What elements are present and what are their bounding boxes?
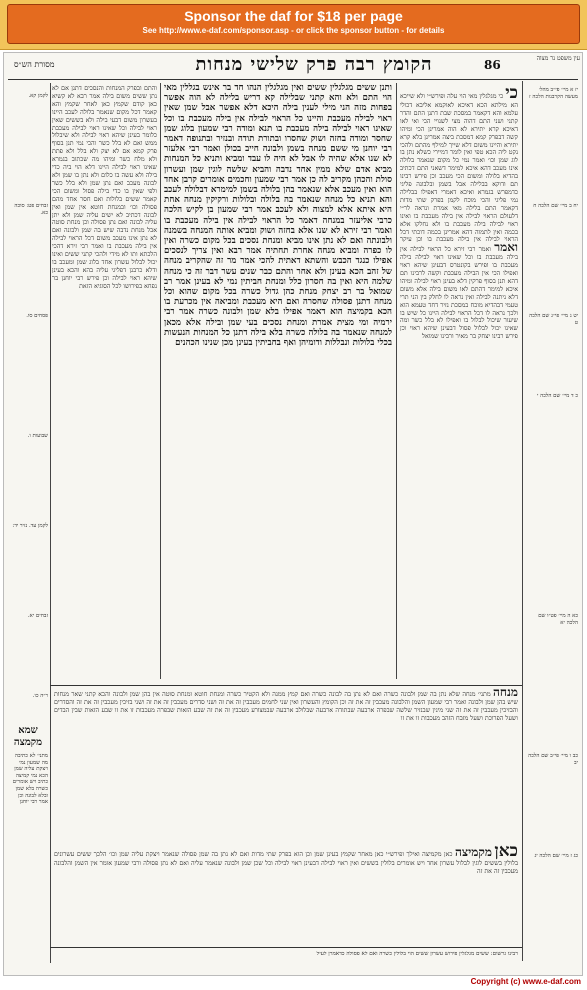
sponsor-title[interactable]: Sponsor the daf for $18 per page (184, 8, 403, 24)
footer-text: רבינו גרשום: ששים מגלגלין פירוש עשרון ששים הוי בלולין כשרה ואם לא פסולה כדאמרן לעיל (316, 951, 518, 957)
page-number: 86 (484, 58, 501, 72)
rashi-column (52, 85, 157, 675)
gemara-text: ותנן ששים מגלגלין ששים ואין מגלגלין הנהו חד בר אינש בגללין מאי הוי התם ולא והא קתני שבלילה קא דריש בלילה לא הוה אפשר בפחות מזה הני מילי לענין בילה היכא דלא אפשר אבל שמן שאין ראוי לבילה מעכבת והיינו כל הראוי לבילה אין בילה מעכבת בו וכל שאינו ראוי לבילה בילה מעכבת בו תנא ומודה רבי שמעון בלוג שמן שחסר ומודה בחזה ושוק שחסרו ובתורת תודה ובנזיר ובתנופה דאמר רבי יוחנן מי ששם מנחה בשמן ולבונה חייב בכולן ואמר רבי אלעזר לא שנו אלא שהיה לו אבל לא היה לו עבד ומביא ותניא כל המנחות מביא אדם שלא ממין אחד נדבה והביא שלשה לוגין שמן ועשרון סולת והכהן מקריב לה כן אמר רבי שמעון וחכמים אומרים קרבן אחד הוא ואין מעכב אלא שנאמר בהן בלולה בשמן למימרא דבלולה לעכב והא תניא כל מנחה שנאמר בה בלולה ובלולות ורקיקין מנחה אחת היא איתא אלא למצוה ולא לעכב אמר רבי שמעון בן לקיש הלכה כרבי אליעזר במנחה דאמר כל הראוי לבילה אין בילה מעכבת בו ואמר רבי זירא לא שנו אלא בחזה ושוק ומביא אותה המנחה בשמנה ולבונתה ואם לא נתן אינו מביא ומנחת נסכים בכל מקום כשרה ואין לו כפרה ומביא מנחה אחרת תחתיה אמר רבא ואין צריך לנסכים אפילו כנגד הכבש והשתא דאתית להכי אמר מר זה שהקריב מנחה של זהב הכא בעינן ולא אחר והתם כבר שנים עשר דבר זה כי מנחה שלמה היא ואין בה חסרון כלל ומנחת חביתין נמי לא בעינן אמר רב שמואל בר רב יצחק מנחת כהן גדול כשרה בכל מקום שהוא וכל מנחה דתנן פסולה שחסרה ואם היא מעכבת ומביאה אין מכרעת בו הכא בקמיצה הוא דאמר אפילו בלא שמן ולבונה כשרה אמר רבי ירמיה ומי מצית אמרת ומנחת נסכים בעי שמן ובילה אלא מכאן למנחה שנאמר בה בלולה כשרה בלא בילה דתנן כל המנחות הנעשות בכלי בלולות ונבללות ודומיהן ואף בחביתין בעינן (164, 83, 392, 349)
tosafot-text: כי מגלגלין מאי הוי עלה ופירש״י ולא שייכא הא מילתא הכא דאיכא לאוקמא אליבא דכולי עלמא והא דקאמר במסכת שבת דתנן התם והדר קתני ושני התם דהוה מצי לשנויי הכי ואי לאו דאיכא קרא יתירא לא הוה אמרינן הכי ומיהו קשה דבפרק קמא דמסכת ביצה אמרינן בלא קרא יתירא והיינו משום דלא שייך למילף מהתם ולהכי נקט ליה הכא טפי ואין לומר דמיירי כשלא נתן בו לוג שמן וכו׳ ואמר נמי כל מקום שנאמר בלולה אינו מעכב דהא איכא למימר דשאני התם דכתיב בהדיא בלולה ומשום הכי מעכב וכן פירש רבינו תם ודוקא בבלילה אבל בשמן ובלבונה פליגי כדמפרש בגמרא ואיכא דאמרי דאפילו בבלילה נמי פליגי והכי מוכח לקמן בפרק שתי מדות דקאמר התם בלילה מאי אמרת ונראה לר״י דלעולם הראוי לבילה אין בילה מעכבת בו ואינו ראוי לבילה בילה מעכבת בו ולא נחלקו אלא בכמה ואין לתמוה דהא אמרינן בכמה דוכתי דכל הראוי לבילה אין בילה מעכבת בו וכן עיקר (400, 93, 518, 244)
copyright-link[interactable]: Copyright (c) www.e-daf.com (470, 977, 581, 986)
footer-rule (50, 947, 522, 948)
header-rule (8, 79, 578, 80)
ein-mishpat-note: כב ו מיי׳ פי״ב שם הלכה יב (528, 753, 578, 766)
sponsor-banner[interactable] (0, 0, 587, 50)
masoret-note: זבחים פט: סוכה כא. (14, 203, 48, 216)
ein-mishpat-note: כ ד מיי׳ שם הלכה י (536, 393, 578, 399)
masoret-note: פסחים סו. (26, 313, 48, 319)
column-divider (396, 83, 397, 679)
column-divider (160, 83, 161, 679)
gemara-column (164, 83, 392, 683)
tosafot-opening-word: כי (505, 85, 518, 103)
margin-divider (522, 81, 523, 961)
sponsor-link[interactable]: See http://www.e-daf.com/sponsor.asp - or click the sponsor button - for details (142, 26, 445, 35)
ein-mishpat-note: יט ג מיי׳ פי״ג שם הלכה ט (529, 313, 578, 326)
tosafot-column (400, 85, 518, 675)
tosafot-text-2: ואמר רבי זירא כל הראוי לבילה אין בילה מעכבת בו וכל שאינו ראוי לבילה בילה מעכבת בו ופירש בקונטרס דבעינן שיהא ראוי ואפילו הכי אין הבילה מעכבת וקשה לרבינו תם דהא תנן בסוף פרקין דלא בעינן ראוי לבילה ומיהו איכא למימר דהתם לאו משום בילה אלא משום דלא ניתנה לבילה ואין נראה לו לחלק בין הני תרי טעמי דבהדיא מוכח במסכת נזיר דחד טעמא הוא ולכך נראה לו דכל הראוי לבילה היינו כל שיש בו שיעור שיכול לבלול בו ואפילו לא בלל כשר ומה שאינו יכול לבלול פסול דבעינן שיהא ראוי וכן פירש רבינו יצחק בר מאיר ורבינו שמואל (400, 246, 518, 341)
lower-commentary (54, 689, 518, 839)
sponsor-button[interactable] (7, 4, 580, 44)
ein-mishpat-label: עין משפט נר מצוה (536, 55, 580, 62)
rashi-text: והתם ובפרק המנחות והנסכים דתנן אם לא נתן ששים משום בילה אמר רבא לא קשיא כאן קודם שקמץ כאן לאחר שקמץ והא קאמר דכל מקום שנאמר בלולה לעכב היינו בעשרון משום דבעי בילה ולא בששים שאין ראוי לבילה וכל שאינו ראוי לבילה מעכבת כלומר בעינן שיהא ראוי לבילה ולא שיבלול ממש ואם לא בלל כשר והכי נמי תנן בסוף פרק קמא אם לא יצק ולא בלל ולא פתת ולא מלח כשר ומיהו מה שכתוב בגמרא שאינו ראוי לבילה היינו דלא הוי ביה כדי בילה ולא עשה בו כלום ולא נתן בו שמן ולא לבונה מעכב ואם נתן שמן ולא בלל כשר ולפי שאין בו כדי בילה פסול ומשום הכי קאמר ששים בלולות ואם חסר אחד מהם פסולה וכו׳ ובמנחת חוטא אין שמן ואין לבונה דכתיב לא ישים עליה שמן ולא יתן עליה לבונה ואם נתן פסולה וכן מנחת סוטה אבל מנחת נדבה שיש בה שמן ולבונה ואם לא נתן אינו מעכב משום דכל הראוי לבילה אין בילה מעכבת בו ואמר רבי זירא דהכי הלכתא ותו לא מידי ולהכי קתני ששים ואינו יכול לבלול עשרון אחד בלוג שמן ומעכב בו ודלא כרבנן דפליגי עליה בהא והכא בעינן שיהא ראוי לבילה וכן פירש רבי יוחנן בר נפחא בפירושו לכל הסוגיא הזאת (52, 85, 157, 290)
masoret-note: מתני׳ לא כתיבה מה שמעון נמי ויצקת עליה שמן הכא נמי קמיצה כתיב ויש אומרים כשרה בלא שמן ובלא לבונה וכן אמר רבי יוחנן (12, 753, 48, 806)
lower-text-2: כאן מקמיצה ואילך ופירש״י כאן מאחר שקמץ בעינן שמן וכן הוא בפרק שתי מדות ואם לא נתן בה שמן פסולה שנאמר ויצקת עליה שמן וכו׳ הלכך ששים עשרונים בלולין בששים לוגין לבלול עשרון אחד ויש אומרים בלולין בששים ואין ראוי לבילה דבעינן ראוי לבילה וכל שכן שמן ולבונה שנאמר עליה ואם לא נתן פסולה ורבי שמעון אומר אין השמן והלבונה מעכבין זה את זה (54, 851, 518, 875)
masoret-note: לקמן עד. נזיר יד: (12, 523, 48, 529)
footer-commentary (54, 951, 518, 971)
chapter-title: הקומץ רבה פרק שלישי מנחות (195, 54, 433, 75)
lower-text: מתני׳ מנחה שלא נתן בה שמן ולבונה כשרה ואם לא נתן בה לבונה כשרה ואם קמץ ממנה ולא הקטיר כשרה ומנחת חוטא ומנחת סוטה אין בהן שמן ולבונה והכא קתני שאר מנחות שיש בהן שמן ולבונה ואמר רבי שמעון השמן והלבונה מעכבין זה את זה וכן הקומץ והעשרון ואין שני לחמים מעכבין זה את זה ושני סדרים מעכבין זה את זה ושני בזיכין מעכבין זה את זה והסדרים והבזיכין מעכבין זה את זה שני מינין שבנזיר שלשה שבפרה ארבעה שבתודה ארבעה שבלולב ארבעה שבמצורע מעכבין זה את זה שבע הזאות שבפרה מעכבות זו את זו שבע הזאות שבין הבדים ושעל הפרוכת ושעל מזבח הזהב מעכבות זו את זו (54, 691, 518, 722)
kan-word: כאן (494, 843, 518, 861)
side-heading: שמא מקמצה (13, 725, 43, 748)
masoret-note: לקמן קא. (28, 93, 48, 99)
lower-commentary-2 (54, 843, 518, 943)
tosafot-dibur-hamatchil: ואמר (494, 240, 518, 255)
masoret-note: זבחים יא. (27, 613, 48, 619)
masoret-note: ר״ה כו. (32, 693, 48, 699)
ein-mishpat-note: יז א מיי׳ פי״ב מהל׳ מעשה הקרבנות הלכה ז (529, 87, 578, 100)
lower-heading: מנחה (492, 689, 518, 699)
masoret-note: שבועות ו. (27, 433, 48, 439)
ein-mishpat-note: כא ה מיי׳ פט״ו שם הלכה יא (538, 613, 578, 626)
talmud-page (3, 52, 583, 976)
kan-sub: מקמיצה (454, 845, 492, 859)
ein-mishpat-note: יח ב מיי׳ שם הלכה ח (533, 203, 578, 209)
gemara-closing: מכן שנינו הכהנים (175, 338, 234, 349)
masoret-hashas-label: מסורת הש״ס (14, 60, 55, 69)
page-header (4, 53, 582, 79)
ein-mishpat-note: כג ז מיי׳ שם הלכה יג (534, 853, 578, 859)
section-rule (50, 685, 522, 686)
margin-divider (50, 83, 51, 963)
